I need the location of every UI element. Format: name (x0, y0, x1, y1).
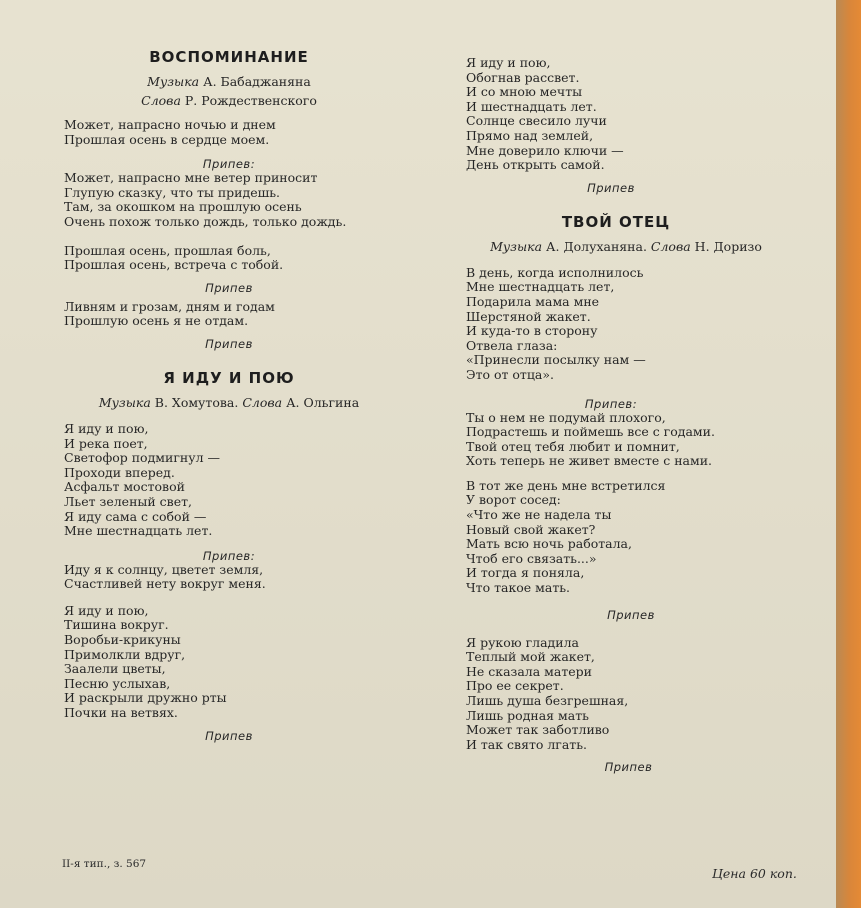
song2-verse3 (466, 56, 786, 173)
right-column (466, 56, 786, 774)
lyric-line: И со мною мечты (466, 84, 583, 100)
lyric-line: Хоть теперь не живет вместе с нами. (466, 453, 713, 469)
lyric-line: Иду я к солнцу, цветет земля, (64, 561, 264, 577)
lyric-line: Воробьи-крикуны (64, 632, 181, 648)
lyrics-label: Слова (650, 238, 691, 254)
lyric-line: Это от отца». (466, 366, 554, 382)
song2-refrain-marker: Припев (205, 728, 253, 743)
lyric-line: И так свято лгать. (466, 736, 588, 752)
lyric-line: Мне шестнадцать лет. (64, 523, 213, 539)
lyrics-label: Слова (141, 93, 181, 108)
lyric-line: Отвела глаза: (466, 337, 558, 353)
lyric-line: Лишь родная мать (466, 707, 589, 723)
lyric-line: Там, за окошком на прошлую осень (64, 199, 302, 215)
song1-refrain-marker: Припев (205, 336, 253, 351)
lyric-line: Тишина вокруг. (64, 617, 169, 633)
lyric-line: Ты о нем не подумай плохого, (466, 409, 666, 425)
song2-refrain-marker: Припев (587, 180, 635, 195)
lyric-line: Прошлая осень, встреча с тобой. (64, 257, 284, 273)
composer-name: А. Долуханяна. (546, 238, 647, 254)
lyric-line: И тогда я поняла, (466, 565, 585, 581)
lyric-line: Я иду и пою, (466, 55, 551, 70)
lyric-line: Солнце свесило лучи (466, 113, 607, 129)
sleeve-edge (836, 0, 861, 908)
lyric-line: Может, напрасно ночью и днем (64, 117, 276, 132)
lyric-line: Ливням и грозам, дням и годам (64, 298, 275, 314)
lyricist-name: Р. Рождественского (184, 93, 317, 108)
lyric-line: И раскрыли дружно рты (64, 690, 227, 706)
song3-verse2 (466, 479, 786, 596)
composer-name: А. Бабаджаняна (203, 74, 311, 89)
lyric-line: Счастливей нету вокруг меня. (64, 576, 266, 592)
lyric-line: Шерстяной жакет. (466, 308, 591, 324)
song1-verse1 (64, 118, 394, 147)
lyric-line: «Что же не надела ты (466, 507, 612, 523)
song3-title: ТВОЙ ОТЕЦ (561, 212, 671, 231)
song1-chorus (64, 171, 394, 229)
lyric-line: Мне доверило ключи — (466, 142, 624, 158)
song1-verse2 (64, 244, 394, 273)
lyric-line: Подарила мама мне (466, 293, 600, 309)
lyric-line: Обогнав рассвет. (466, 69, 580, 85)
lyric-line: В день, когда исполнилось (466, 264, 644, 280)
lyric-line: Асфальт мостовой (64, 479, 185, 495)
lyric-line: И река поет, (64, 435, 148, 451)
song3-verse3 (466, 636, 786, 753)
music-label: Музыка (490, 238, 543, 254)
song2-verse1 (64, 422, 394, 539)
print-info: II-я тип., з. 567 (62, 858, 147, 870)
song2-chorus (64, 563, 394, 592)
music-label: Музыка (147, 74, 200, 89)
lyricist-name: Н. Доризо (694, 238, 762, 254)
lyric-line: Что такое мать. (466, 580, 571, 596)
song1-verse3 (64, 300, 394, 329)
music-label: Музыка (98, 394, 151, 410)
song3-refrain-marker: Припев (604, 760, 653, 775)
lyric-line: Песню услыхав, (64, 675, 171, 691)
lyric-line: Я иду сама с собой — (64, 508, 207, 524)
lyric-line: Почки на ветвях. (64, 705, 178, 721)
lyric-line: Прошлая осень, прошлая боль, (64, 242, 271, 258)
lyric-line: Про ее секрет. (466, 678, 564, 694)
lyric-line: Подрастешь и поймешь все с годами. (466, 424, 715, 440)
lyric-line: Льет зеленый свет, (64, 493, 192, 509)
song2-credits (64, 393, 394, 412)
lyric-line: Чтоб его связать...» (466, 550, 597, 566)
lyric-line: Я иду и пою, (64, 420, 149, 436)
lyric-line: И куда-то в сторону (466, 323, 598, 339)
lyric-line: Не сказала матери (466, 663, 592, 679)
lyric-line: Лишь душа безгрешная, (466, 693, 629, 708)
lyric-line: День открыть самой. (466, 157, 605, 173)
song2-verse2 (64, 604, 394, 721)
lyric-line: Прямо над землей, (466, 127, 594, 143)
lyric-line: Твой отец тебя любит и помнит, (466, 438, 680, 454)
lyric-line: Я рукою гладила (466, 634, 579, 650)
lyric-line: Прошлую осень я не отдам. (64, 313, 249, 329)
lyric-line: Может так заботливо (466, 722, 610, 738)
song2-title: Я ИДУ И ПОЮ (163, 368, 295, 387)
lyric-line: Прошлая осень в сердце моем. (64, 131, 270, 147)
lyric-line: Мать всю ночь работала, (466, 536, 632, 552)
song1-music-credit (64, 72, 394, 91)
lyric-line: И шестнадцать лет. (466, 98, 597, 114)
composer-name: В. Хомутова. (154, 394, 239, 410)
price-label: Цена 60 коп. (712, 866, 797, 881)
song3-verse1 (466, 266, 786, 383)
lyric-line: В тот же день мне встретился (466, 477, 666, 493)
lyric-line: Глупую сказку, что ты придешь. (64, 184, 280, 200)
lyric-line: Теплый мой жакет, (466, 649, 595, 665)
lyric-line: Примолкли вдруг, (64, 646, 186, 662)
lyric-line: Я иду и пою, (64, 602, 149, 618)
lyric-line: У ворот сосед: (466, 492, 561, 508)
song3-credits (466, 237, 786, 256)
lyric-line: Новый свой жакет? (466, 521, 596, 537)
left-column (64, 48, 394, 743)
song3-chorus (466, 411, 786, 469)
song3-chorus-label: Припев: (584, 396, 638, 411)
song3-refrain-marker: Припев (607, 607, 655, 622)
lyric-line: Очень похож только дождь, только дождь. (64, 213, 347, 229)
lyric-line: Светофор подмигнул — (64, 450, 220, 466)
song1-refrain-marker: Припев (205, 280, 253, 295)
lyricist-name: А. Ольгина (286, 394, 360, 410)
lyric-line: Может, напрасно мне ветер приносит (64, 170, 318, 186)
song2-chorus-label: Припев: (202, 548, 256, 563)
lyric-line: Заалели цветы, (64, 661, 166, 677)
song1-title: ВОСПОМИНАНИЕ (149, 48, 309, 66)
song1-lyrics-credit (64, 91, 394, 110)
lyric-line: Мне шестнадцать лет, (466, 279, 615, 295)
lyric-line: «Принесли посылку нам — (466, 352, 646, 368)
lyric-line: Проходи вперед. (64, 464, 175, 480)
song1-chorus-label: Припев: (202, 157, 256, 172)
lyrics-label: Слова (242, 394, 283, 410)
